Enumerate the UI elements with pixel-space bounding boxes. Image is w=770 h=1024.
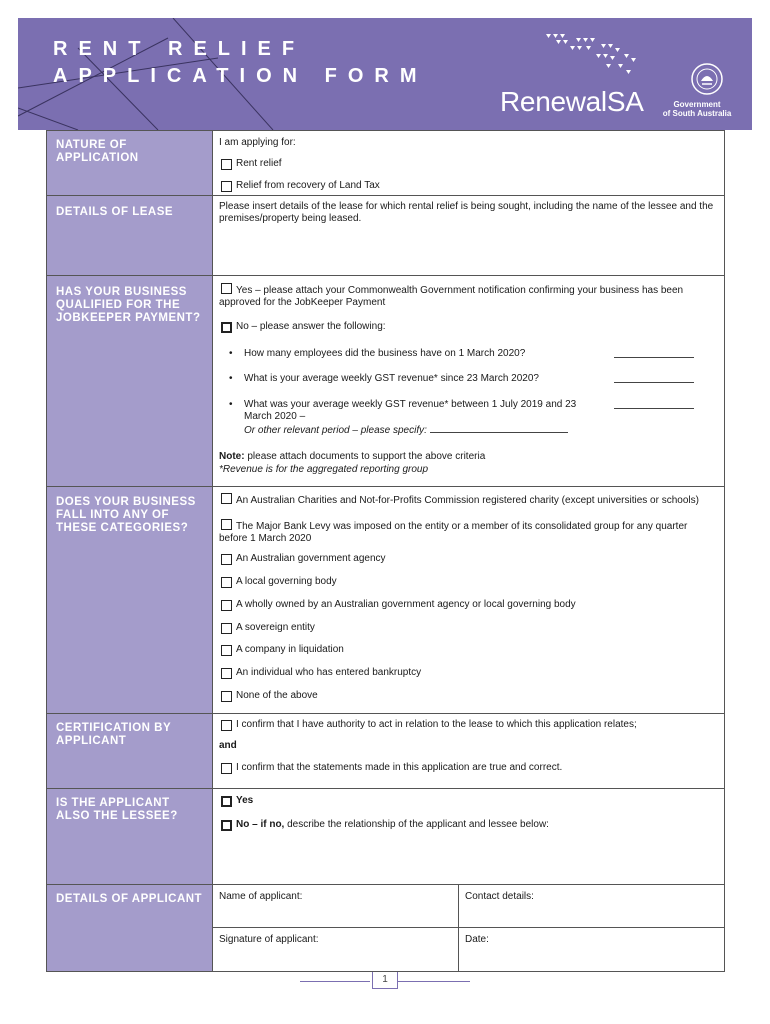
- triangle-pattern-icon: [546, 34, 656, 84]
- nature-label: NATURE OF APPLICATION: [47, 131, 212, 195]
- category-bank-levy-checkbox[interactable]: [221, 519, 232, 530]
- gov-line1: Government: [673, 100, 721, 109]
- question-gst-between-main: What was your average weekly GST revenue* between 1 July 2019 and 23 March 2020 –: [244, 399, 577, 422]
- bullet-icon: •: [229, 399, 233, 410]
- category-acnc-label: An Australian Charities and Not-for-Profits Commission registered charity (except universities or schools): [236, 495, 699, 506]
- jobkeeper-label: HAS YOUR BUSINESS QUALIFIED FOR THE JOBKEEPER PAYMENT?: [47, 276, 212, 486]
- category-bank-levy-label: The Major Bank Levy was imposed on the entity or a member of its consolidated group for any quarter before 1 March 2020: [219, 521, 688, 544]
- footer-rule-right: [398, 981, 470, 982]
- lessee-no-rest: describe the relationship of the applicant and lessee below:: [287, 819, 549, 830]
- rent-relief-label: Rent relief: [236, 158, 282, 169]
- question-gst-between: [229, 399, 718, 437]
- category-local-body[interactable]: [219, 576, 718, 588]
- form-title-line1: RENT RELIEF: [53, 38, 306, 60]
- certification-and: and: [219, 740, 237, 751]
- category-local-body-checkbox[interactable]: [221, 577, 232, 588]
- lease-label: DETAILS OF LEASE: [47, 196, 212, 275]
- truth-statement[interactable]: [219, 762, 718, 774]
- authority-checkbox[interactable]: [221, 720, 232, 731]
- rent-relief-option[interactable]: [219, 158, 718, 170]
- applicant-name-field[interactable]: Name of applicant:: [213, 885, 459, 927]
- categories-row: [47, 486, 724, 713]
- jobkeeper-row: [47, 275, 724, 486]
- bullet-icon: •: [229, 348, 233, 359]
- certification-row: [47, 713, 724, 788]
- jobkeeper-no-checkbox[interactable]: [221, 322, 232, 333]
- categories-content: [212, 487, 724, 713]
- gov-line2: of South Australia: [662, 109, 732, 118]
- government-crest-icon: [690, 62, 724, 96]
- applicant-grid-row2: [213, 928, 724, 971]
- contact-details-field[interactable]: Contact details:: [465, 891, 534, 902]
- page-number: 1: [372, 972, 398, 989]
- category-liquidation-checkbox[interactable]: [221, 645, 232, 656]
- rent-relief-checkbox[interactable]: [221, 159, 232, 170]
- land-tax-label: Relief from recovery of Land Tax: [236, 180, 380, 191]
- answer-gst-between-line[interactable]: [614, 399, 694, 409]
- jobkeeper-note: [219, 451, 718, 463]
- authority-label: I confirm that I have authority to act in relation to the lease to which this application relates;: [236, 719, 637, 730]
- jobkeeper-yes-checkbox[interactable]: [221, 283, 232, 294]
- category-bankruptcy-checkbox[interactable]: [221, 668, 232, 679]
- categories-label: DOES YOUR BUSINESS FALL INTO ANY OF THESE CATEGORIES?: [47, 487, 212, 713]
- certification-content: [212, 714, 724, 788]
- land-tax-checkbox[interactable]: [221, 181, 232, 192]
- lease-content[interactable]: [212, 196, 724, 275]
- lessee-yes-option[interactable]: [219, 795, 718, 807]
- category-bankruptcy[interactable]: [219, 667, 718, 679]
- category-none-label: None of the above: [236, 690, 318, 701]
- category-bank-levy[interactable]: [219, 518, 718, 545]
- bullet-icon: •: [229, 373, 233, 384]
- question-other-period: Or other relevant period – please specify:: [244, 425, 427, 436]
- question-gst-since: [229, 373, 718, 385]
- category-gov-agency[interactable]: [219, 553, 718, 565]
- applicant-label: DETAILS OF APPLICANT: [47, 885, 212, 971]
- category-wholly-owned[interactable]: [219, 599, 718, 611]
- lessee-no-bold: No – if no,: [236, 819, 285, 830]
- signature-field[interactable]: Signature of applicant:: [213, 928, 459, 971]
- applicant-grid-row1: [213, 885, 724, 928]
- other-period-line[interactable]: [430, 423, 568, 433]
- jobkeeper-no-label: No – please answer the following:: [236, 321, 386, 332]
- question-employees-text: How many employees did the business have on 1 March 2020?: [244, 348, 526, 359]
- lessee-no-checkbox[interactable]: [221, 820, 232, 831]
- lessee-no-option[interactable]: [219, 819, 718, 831]
- nature-content: [212, 131, 724, 195]
- category-bankruptcy-label: An individual who has entered bankruptcy: [236, 667, 422, 678]
- category-local-body-label: A local governing body: [236, 576, 337, 587]
- answer-gst-since-line[interactable]: [614, 373, 694, 383]
- category-wholly-owned-label: A wholly owned by an Australian government agency or local governing body: [236, 599, 576, 610]
- truth-label: I confirm that the statements made in this application are true and correct.: [236, 762, 563, 773]
- nature-row: [47, 130, 724, 195]
- category-liquidation[interactable]: [219, 644, 718, 656]
- jobkeeper-yes-label: Yes – please attach your Commonwealth Government notification confirming your business has been approved for the JobKeeper Payment: [219, 285, 684, 308]
- category-none-checkbox[interactable]: [221, 691, 232, 702]
- authority-statement[interactable]: [219, 719, 718, 731]
- lease-row: [47, 195, 724, 275]
- lessee-row: [47, 788, 724, 884]
- question-employees: [229, 348, 718, 360]
- nature-intro: I am applying for:: [219, 137, 296, 148]
- date-field[interactable]: Date:: [465, 934, 489, 945]
- category-gov-agency-checkbox[interactable]: [221, 554, 232, 565]
- form-title-line2: APPLICATION FORM: [53, 65, 428, 87]
- lessee-no-label: [236, 819, 549, 831]
- category-acnc-checkbox[interactable]: [221, 493, 232, 504]
- category-sovereign[interactable]: [219, 622, 718, 634]
- government-label: [651, 100, 743, 118]
- question-gst-since-text: What is your average weekly GST revenue* since 23 March 2020?: [244, 373, 539, 384]
- truth-checkbox[interactable]: [221, 763, 232, 774]
- certification-label: CERTIFICATION BY APPLICANT: [47, 714, 212, 788]
- revenue-footnote: *Revenue is for the aggregated reporting group: [219, 464, 429, 475]
- category-liquidation-label: A company in liquidation: [236, 644, 344, 655]
- answer-employees-line[interactable]: [614, 348, 694, 358]
- category-wholly-owned-checkbox[interactable]: [221, 600, 232, 611]
- note-text: please attach documents to support the above criteria: [247, 451, 486, 462]
- jobkeeper-content: [212, 276, 724, 486]
- note-label: Note:: [219, 451, 245, 462]
- header-banner: [18, 18, 752, 130]
- jobkeeper-yes-option[interactable]: [219, 282, 718, 309]
- question-gst-between-text: [244, 399, 594, 437]
- applicant-row: [47, 884, 724, 971]
- lessee-label: IS THE APPLICANT ALSO THE LESSEE?: [47, 789, 212, 884]
- application-form: [46, 130, 725, 972]
- category-none[interactable]: [219, 690, 718, 702]
- lessee-yes-checkbox[interactable]: [221, 796, 232, 807]
- category-gov-agency-label: An Australian government agency: [236, 553, 386, 564]
- category-acnc[interactable]: [219, 492, 718, 507]
- lessee-yes-label: Yes: [236, 795, 254, 806]
- lessee-content: [212, 789, 724, 884]
- footer-rule-left: [300, 981, 370, 982]
- applicant-grid: [212, 885, 724, 971]
- lease-instructions: Please insert details of the lease for which rental relief is being sought, including the name of the lessee and the premises/property being leased.: [219, 201, 714, 224]
- jobkeeper-no-option[interactable]: [219, 321, 718, 333]
- category-sovereign-checkbox[interactable]: [221, 623, 232, 634]
- land-tax-option[interactable]: [219, 180, 718, 192]
- renewalsa-logo: RenewalSA: [500, 86, 644, 117]
- category-sovereign-label: A sovereign entity: [236, 622, 315, 633]
